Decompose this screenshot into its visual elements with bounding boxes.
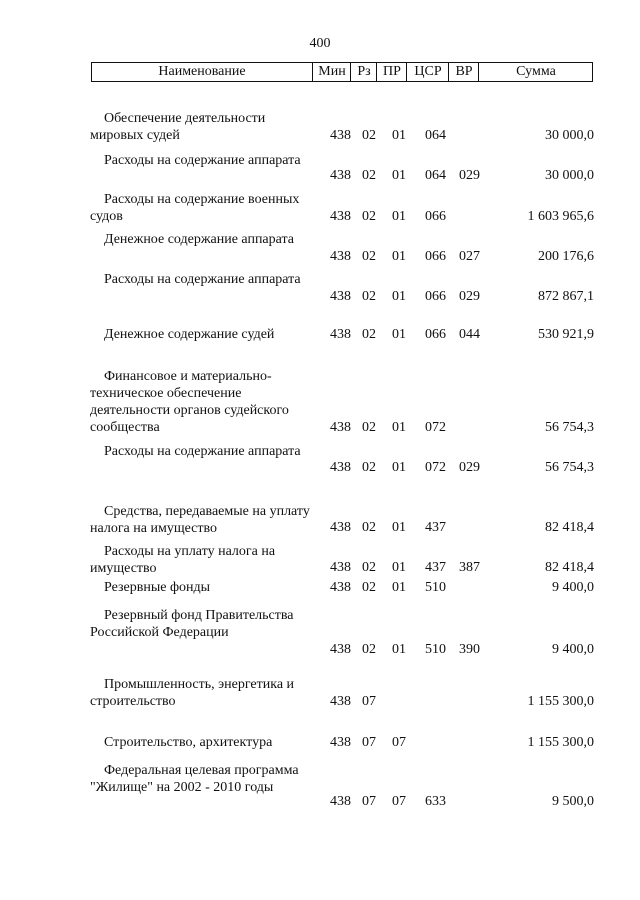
- row-sum: 1 155 300,0: [527, 735, 594, 750]
- row-csr: 064: [425, 128, 446, 143]
- row-rz: 07: [362, 794, 376, 809]
- row-sum: 1 155 300,0: [527, 694, 594, 709]
- row-vr: 390: [459, 642, 480, 657]
- row-pr: 07: [392, 735, 406, 750]
- row-name: Расходы на содержание аппарата: [104, 272, 301, 287]
- row-min: 438: [330, 289, 351, 304]
- page-number: 400: [309, 36, 331, 51]
- row-csr: 072: [425, 420, 446, 435]
- row-name: Средства, передаваемые на уплату налога на имущество: [90, 504, 310, 536]
- row-rz: 02: [362, 128, 376, 143]
- row-vr: 029: [459, 168, 480, 183]
- row-min: 438: [330, 560, 351, 575]
- row-sum: 872 867,1: [538, 289, 594, 304]
- row-name: Строительство, архитектура: [104, 735, 273, 750]
- header-rz: Рз: [350, 63, 377, 81]
- row-pr: 01: [392, 289, 406, 304]
- row-csr: 066: [425, 289, 446, 304]
- row-sum: 9 400,0: [552, 580, 594, 595]
- row-csr: 510: [425, 580, 446, 595]
- row-sum: 1 603 965,6: [527, 209, 594, 224]
- row-rz: 02: [362, 168, 376, 183]
- header-name: Наименование: [158, 64, 246, 79]
- row-pr: 01: [392, 420, 406, 435]
- row-pr: 01: [392, 580, 406, 595]
- row-min: 438: [330, 209, 351, 224]
- header-pr: ПР: [376, 63, 407, 81]
- row-vr: 027: [459, 249, 480, 264]
- row-vr: 029: [459, 460, 480, 475]
- row-csr: 633: [425, 794, 446, 809]
- row-name: Расходы на уплату налога на имущество: [90, 544, 276, 576]
- row-sum: 82 418,4: [545, 520, 594, 535]
- row-name: Денежное содержание аппарата: [104, 232, 295, 247]
- row-rz: 02: [362, 580, 376, 595]
- row-pr: 01: [392, 520, 406, 535]
- row-pr: 01: [392, 249, 406, 264]
- row-rz: 02: [362, 249, 376, 264]
- row-rz: 02: [362, 642, 376, 657]
- row-min: 438: [330, 580, 351, 595]
- row-sum: 56 754,3: [545, 460, 594, 475]
- row-rz: 02: [362, 327, 376, 342]
- row-sum: 530 921,9: [538, 327, 594, 342]
- row-rz: 02: [362, 560, 376, 575]
- row-pr: 01: [392, 168, 406, 183]
- row-rz: 02: [362, 460, 376, 475]
- row-pr: 01: [392, 128, 406, 143]
- row-name: Резервный фонд Правительства Российской Федерации: [90, 608, 294, 640]
- row-csr: 066: [425, 209, 446, 224]
- row-pr: 01: [392, 560, 406, 575]
- row-min: 438: [330, 327, 351, 342]
- row-name: Денежное содержание судей: [104, 327, 275, 342]
- header-min: Мин: [312, 63, 351, 81]
- row-rz: 02: [362, 420, 376, 435]
- row-name: Обеспечение деятельности мировых судей: [90, 111, 266, 143]
- row-name: Федеральная целевая программа "Жилище" на 2002 - 2010 годы: [90, 763, 299, 795]
- row-pr: 01: [392, 642, 406, 657]
- header-sum: Сумма: [478, 63, 593, 81]
- row-min: 438: [330, 694, 351, 709]
- row-name: Финансовое и материально-техническое обеспечение деятельности органов судейского сообщества: [90, 369, 289, 435]
- row-rz: 02: [362, 289, 376, 304]
- row-min: 438: [330, 794, 351, 809]
- row-name: Резервные фонды: [104, 580, 211, 595]
- row-csr: 066: [425, 327, 446, 342]
- row-csr: 437: [425, 560, 446, 575]
- header-csr: ЦСР: [406, 63, 449, 81]
- row-min: 438: [330, 249, 351, 264]
- row-rz: 07: [362, 735, 376, 750]
- row-sum: 9 500,0: [552, 794, 594, 809]
- row-min: 438: [330, 520, 351, 535]
- row-vr: 029: [459, 289, 480, 304]
- row-sum: 56 754,3: [545, 420, 594, 435]
- row-name: Расходы на содержание аппарата: [104, 153, 301, 168]
- row-sum: 9 400,0: [552, 642, 594, 657]
- row-pr: 07: [392, 794, 406, 809]
- row-sum: 30 000,0: [545, 128, 594, 143]
- row-pr: 01: [392, 327, 406, 342]
- row-pr: 01: [392, 460, 406, 475]
- row-min: 438: [330, 128, 351, 143]
- row-min: 438: [330, 460, 351, 475]
- row-vr: 387: [459, 560, 480, 575]
- row-rz: 02: [362, 520, 376, 535]
- row-min: 438: [330, 735, 351, 750]
- row-min: 438: [330, 642, 351, 657]
- row-min: 438: [330, 420, 351, 435]
- row-name: Промышленность, энергетика и строительство: [90, 677, 295, 709]
- row-csr: 510: [425, 642, 446, 657]
- header-vr: ВР: [448, 63, 479, 81]
- row-sum: 30 000,0: [545, 168, 594, 183]
- row-rz: 02: [362, 209, 376, 224]
- row-vr: 044: [459, 327, 480, 342]
- row-sum: 200 176,6: [538, 249, 594, 264]
- row-sum: 82 418,4: [545, 560, 594, 575]
- row-name: Расходы на содержание аппарата: [104, 444, 301, 459]
- row-min: 438: [330, 168, 351, 183]
- row-pr: 01: [392, 209, 406, 224]
- row-rz: 07: [362, 694, 376, 709]
- row-csr: 066: [425, 249, 446, 264]
- row-csr: 064: [425, 168, 446, 183]
- row-name: Расходы на содержание военных судов: [90, 192, 300, 224]
- row-csr: 072: [425, 460, 446, 475]
- row-csr: 437: [425, 520, 446, 535]
